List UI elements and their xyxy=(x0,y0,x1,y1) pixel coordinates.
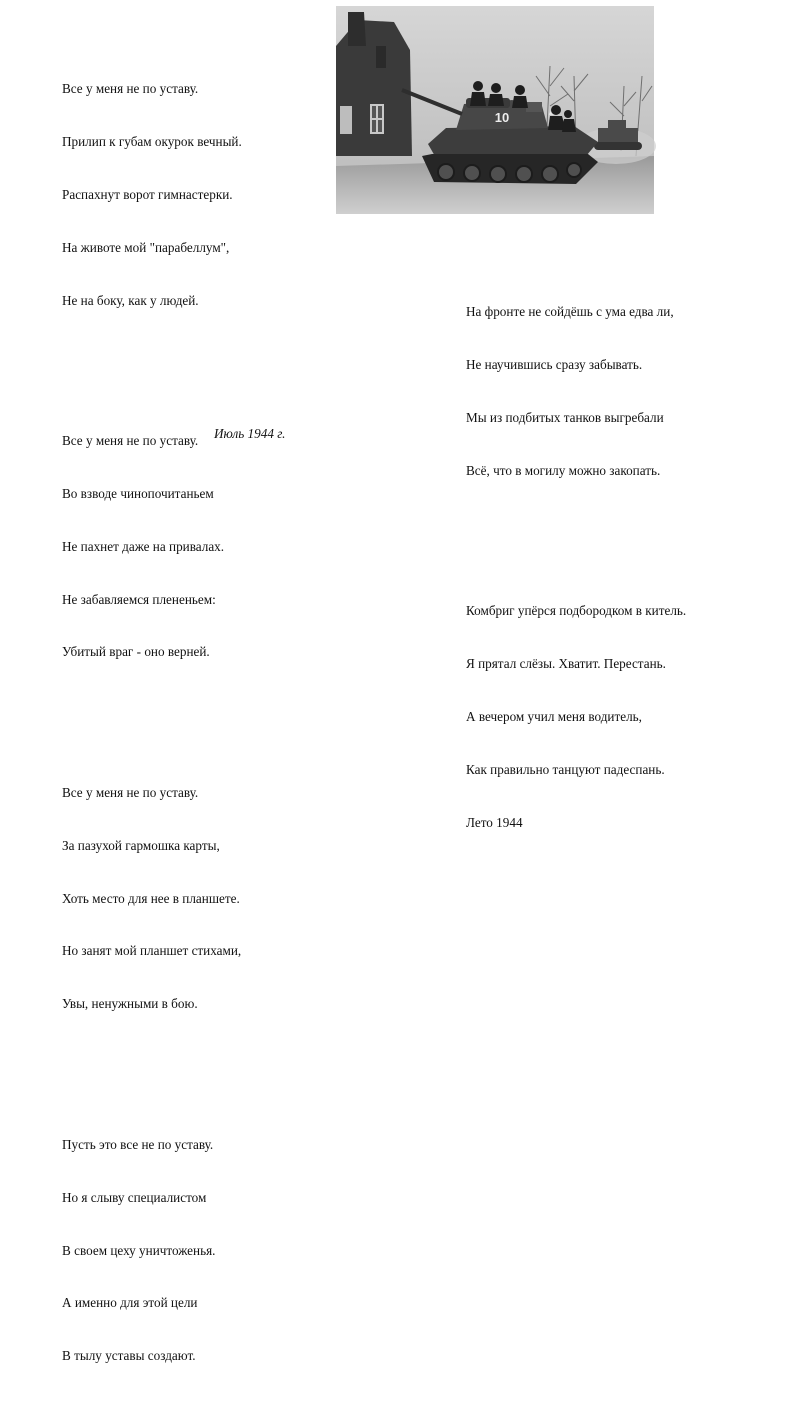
poem-line: В тылу уставы создают. xyxy=(62,1348,196,1364)
poem-line: Мы из подбитых танков выгребали xyxy=(466,409,664,425)
poem-line: Распахнут ворот гимнастерки. xyxy=(62,186,233,202)
poem-line: Я прятал слёзы. Хватит. Перестань. xyxy=(466,656,666,672)
poem-line: За пазухой гармошка карты, xyxy=(62,837,220,853)
poem-line: А вечером учил меня водитель, xyxy=(466,709,642,725)
ruined-house xyxy=(336,12,412,156)
tank-photo xyxy=(336,6,654,214)
right-stanza-1 xyxy=(466,268,686,514)
poem-line: Но занят мой планшет стихами, xyxy=(62,943,242,959)
poem-line: На животе мой "парабеллум", xyxy=(62,239,230,255)
poem-line: А именно для этой цели xyxy=(62,1295,198,1311)
right-poem xyxy=(466,233,686,884)
left-poem-date: Июль 1944 г. xyxy=(214,426,286,441)
poem-line: Все у меня не по уставу. xyxy=(62,785,199,801)
poem-line: На фронте не сойдёшь с ума едва ли, xyxy=(466,304,674,320)
poem-line: Всё, что в могилу можно закопать. xyxy=(466,462,661,478)
left-stanza-1 xyxy=(62,45,242,344)
poem-line: Как правильно танцуют падеспань. xyxy=(466,761,665,777)
left-stanza-3 xyxy=(62,749,242,1048)
poem-line: Хоть место для нее в планшете. xyxy=(62,890,240,906)
poem-line: Пусть это все не по уставу. xyxy=(62,1137,214,1152)
poem-line: Не на боку, как у людей. xyxy=(62,292,199,308)
left-stanza-4 xyxy=(62,1101,242,1400)
poem-line: Все у меня не по уставу. xyxy=(62,433,199,449)
poem-line: Но я слыву специалистом xyxy=(62,1189,207,1205)
poem-line: Не забавляемся плененьем: xyxy=(62,591,216,607)
poem-line: Во взводе чинопочитаньем xyxy=(62,486,214,502)
poem-line: Не пахнет даже на привалах. xyxy=(62,538,225,554)
poem-line: Прилип к губам окурок вечный. xyxy=(62,134,242,150)
left-poem xyxy=(62,10,242,1418)
poem-line: Убитый враг - оно верней. xyxy=(62,644,210,660)
poem-line: Комбриг упёрся подбородком в китель. xyxy=(466,603,687,619)
poem-line: Не научившись сразу забывать. xyxy=(466,357,643,373)
poem-line: Увы, ненужными в бою. xyxy=(62,996,198,1012)
poem-line: Все у меня не по уставу. xyxy=(62,81,199,97)
turret-number: 10 xyxy=(494,110,510,125)
right-poem-date: Лето 1944 xyxy=(466,814,523,830)
right-stanza-2 xyxy=(466,567,686,866)
poem-line: В своем цеху уничтоженья. xyxy=(62,1242,216,1258)
